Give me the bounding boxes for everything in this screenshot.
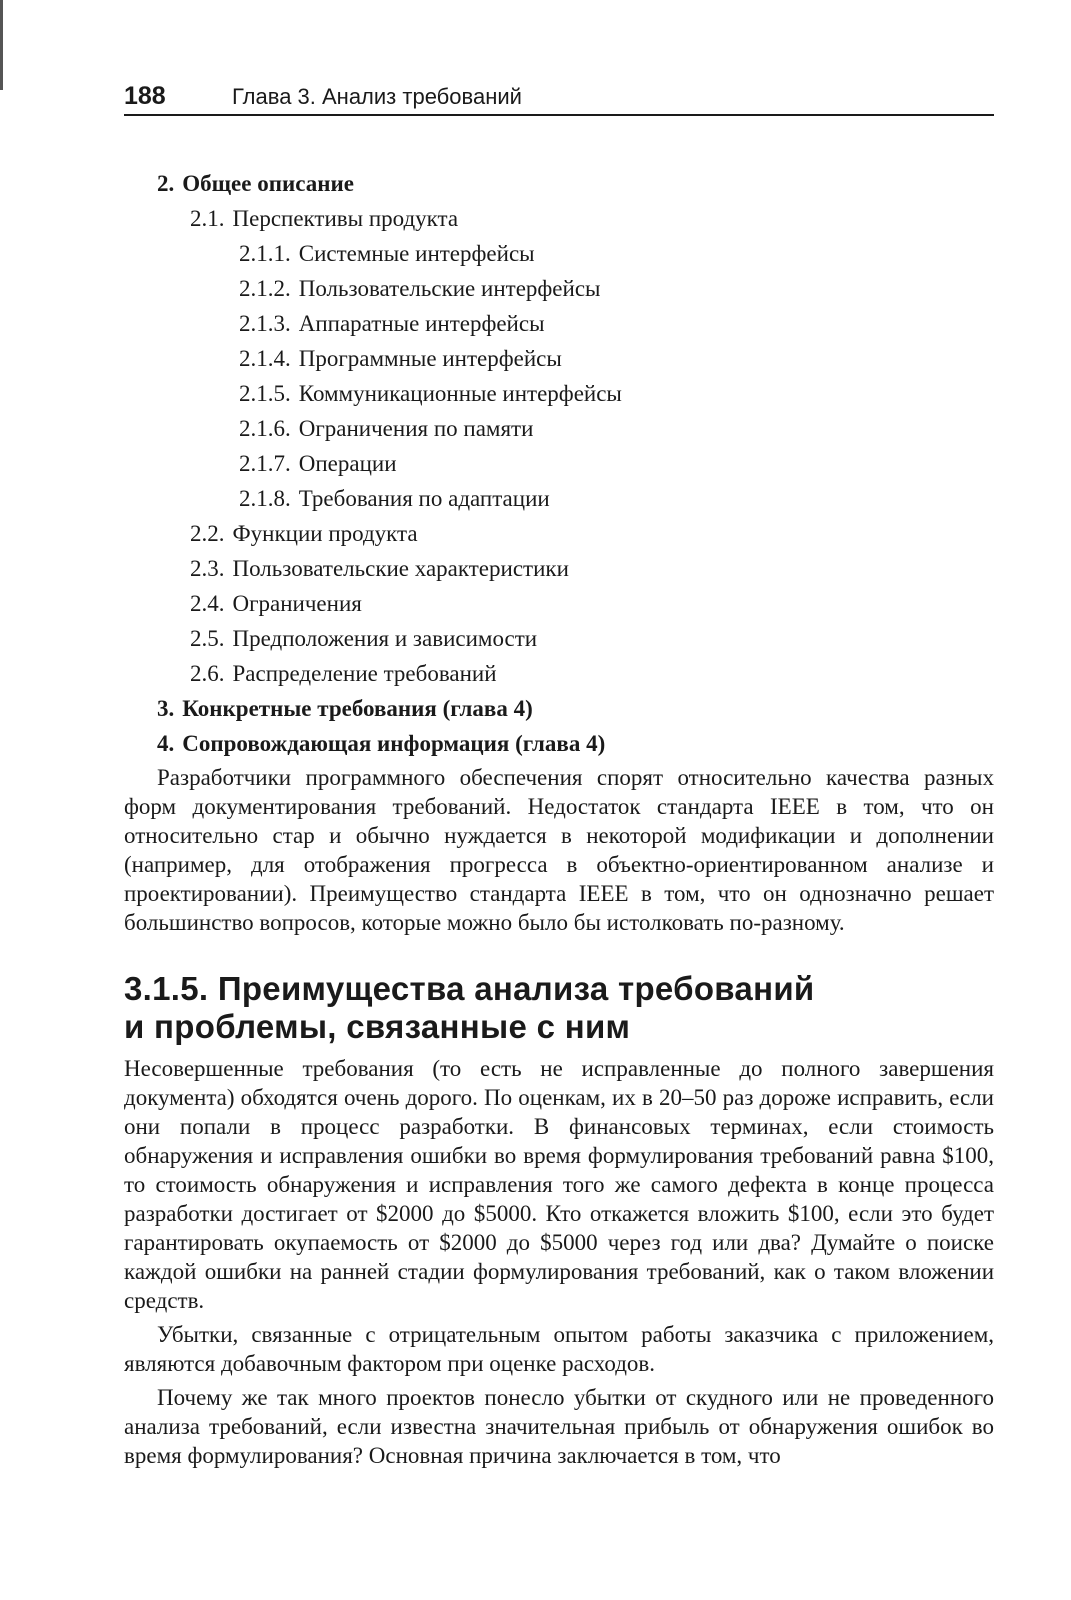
- toc-item-number: 2.1.3.: [239, 311, 291, 336]
- toc-item-label: Общее описание: [182, 171, 354, 196]
- toc-item: [124, 481, 994, 516]
- toc-item-label: Распределение требований: [232, 661, 497, 686]
- page-number: 188: [124, 82, 166, 110]
- toc-item-label: Конкретные требования (глава 4): [182, 696, 533, 721]
- toc-item: [124, 656, 994, 691]
- toc-item: [124, 236, 994, 271]
- toc-item-number: 2.1.5.: [239, 381, 291, 406]
- scan-edge: [0, 0, 3, 90]
- chapter-title: Глава 3. Анализ требований: [232, 84, 522, 109]
- toc-item: [124, 586, 994, 621]
- toc-item: [124, 376, 994, 411]
- toc-item-number: 2.1.2.: [239, 276, 291, 301]
- toc-item-number: 2.1.1.: [239, 241, 291, 266]
- toc-item: [124, 306, 994, 341]
- body-paragraph: Почему же так много проектов понесло убытки от скудного или не проведенного анализа требований, если известна значительная прибыль от обнаружения ошибок во время формулирования? Основная причина заключается в том, что: [124, 1385, 994, 1468]
- toc-item-label: Ограничения: [232, 591, 362, 616]
- toc-item-number: 2.3.: [190, 556, 225, 581]
- toc-item-label: Перспективы продукта: [232, 206, 459, 231]
- intro-paragraph: Разработчики программного обеспечения спорят относительно качества разных форм документирования требований. Недостаток стандарта IEEE в том, что он относительно стар и обычно нуждается в некоторой модификации и дополнении (например, для отображения прогресса в объектно-ориентированном анализе и проектировании). Преимущество стандарта IEEE в том, что он однозначно решает большинство вопросов, которые можно было бы истолковать по-разному.: [124, 765, 994, 935]
- section-body: [124, 1054, 994, 1470]
- toc-item-label: Коммуникационные интерфейсы: [298, 381, 622, 406]
- toc-item: [124, 726, 994, 761]
- toc-item-label: Программные интерфейсы: [298, 346, 562, 371]
- toc-item: [124, 341, 994, 376]
- toc-item-label: Предположения и зависимости: [232, 626, 538, 651]
- toc-item-number: 2.1.8.: [239, 486, 291, 511]
- toc-item: [124, 446, 994, 481]
- intro-text: [124, 763, 994, 937]
- body-paragraph: Убытки, связанные с отрицательным опытом работы заказчика с приложением, являются добавочным фактором при оценке расходов.: [124, 1322, 994, 1376]
- toc-item: [124, 551, 994, 586]
- toc-item-label: Сопровождающая информация (глава 4): [182, 731, 606, 756]
- toc-item-number: 2.1.6.: [239, 416, 291, 441]
- toc-item: [124, 621, 994, 656]
- toc-item-number: 2.1.7.: [239, 451, 291, 476]
- section-heading: [124, 970, 994, 1046]
- toc-item: [124, 411, 994, 446]
- toc-item-label: Операции: [298, 451, 397, 476]
- toc-item-label: Функции продукта: [232, 521, 418, 546]
- toc-item-label: Требования по адаптации: [298, 486, 550, 511]
- toc-item-number: 2.: [157, 171, 175, 196]
- toc-item: [124, 691, 994, 726]
- section-heading-line-1: 3.1.5. Преимущества анализа требований: [124, 970, 815, 1007]
- toc-item-label: Системные интерфейсы: [298, 241, 535, 266]
- toc-item-label: Пользовательские интерфейсы: [298, 276, 601, 301]
- toc-item-number: 2.5.: [190, 626, 225, 651]
- body-paragraph: Несовершенные требования (то есть не исправленные до полного завершения документа) обходятся очень дорого. По оценкам, их в 20–50 раз дороже исправить, если они попали в процесс разработки. В финансовых терминах, если стоимость обнаружения и исправления ошибки во время формулирования требований равна $100, то стоимость обнаружения и исправления того же самого дефекта в конце процесса разработки достигает от $2000 до $5000. Кто откажется вложить $100, если это будет гарантировать окупаемость от $2000 до $5000 через год или два? Думайте о поиске каждой ошибки на ранней стадии формулирования требований, как о таком вложении средств.: [124, 1056, 994, 1313]
- toc-item: [124, 271, 994, 306]
- running-head: [124, 80, 994, 116]
- toc-item-number: 3.: [157, 696, 175, 721]
- toc-item-number: 2.1.4.: [239, 346, 291, 371]
- toc-item-number: 2.2.: [190, 521, 225, 546]
- toc-item-label: Пользовательские характеристики: [232, 556, 569, 581]
- toc-item-number: 2.1.: [190, 206, 225, 231]
- toc-outline: [124, 166, 994, 761]
- toc-item: [124, 166, 994, 201]
- toc-item-number: 2.4.: [190, 591, 225, 616]
- toc-item: [124, 516, 994, 551]
- toc-item-label: Аппаратные интерфейсы: [298, 311, 545, 336]
- toc-item-label: Ограничения по памяти: [298, 416, 534, 441]
- toc-item: [124, 201, 994, 236]
- section-heading-line-2: и проблемы, связанные с ним: [124, 1008, 631, 1045]
- toc-item-number: 4.: [157, 731, 175, 756]
- toc-item-number: 2.6.: [190, 661, 225, 686]
